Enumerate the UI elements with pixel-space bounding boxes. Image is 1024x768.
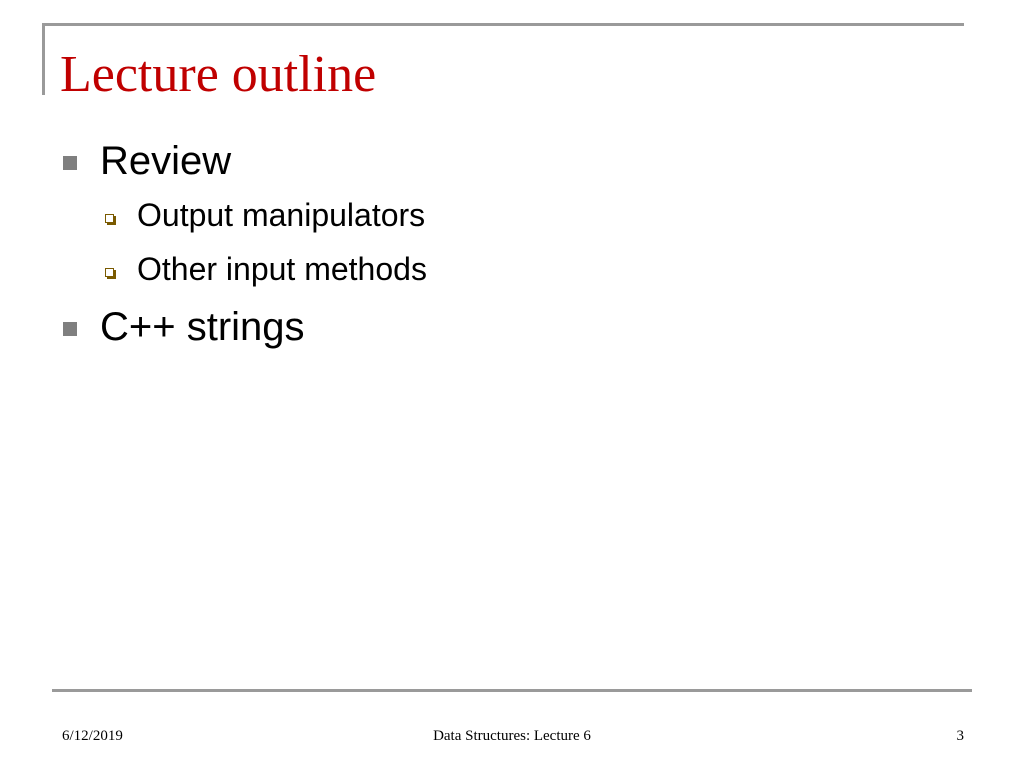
title-frame-left-line <box>42 23 45 95</box>
hollow-square-bullet-icon <box>105 214 114 223</box>
sub-bullet-item-other-input-methods <box>60 242 960 296</box>
sub-bullet-text: Output manipulators <box>137 197 426 233</box>
bullet-item-cpp-strings <box>60 300 960 354</box>
footer-divider <box>52 689 972 692</box>
title-frame-top-line <box>42 23 964 26</box>
slide-number: 3 <box>956 728 964 744</box>
sub-bullet-list <box>60 188 960 300</box>
filled-square-bullet-icon <box>63 156 77 170</box>
bullet-text: Review <box>100 139 232 183</box>
footer-date: 6/12/2019 <box>62 728 123 744</box>
bullet-item-review <box>60 134 960 188</box>
bullet-text: C++ strings <box>100 305 305 349</box>
footer-title: Data Structures: Lecture 6 <box>433 728 591 744</box>
sub-bullet-item-output-manipulators <box>60 188 960 242</box>
filled-square-bullet-icon <box>63 322 77 336</box>
bullet-list <box>60 134 960 354</box>
hollow-square-bullet-icon <box>105 268 114 277</box>
sub-bullet-text: Other input methods <box>137 251 427 287</box>
slide-title: Lecture outline <box>60 46 377 103</box>
